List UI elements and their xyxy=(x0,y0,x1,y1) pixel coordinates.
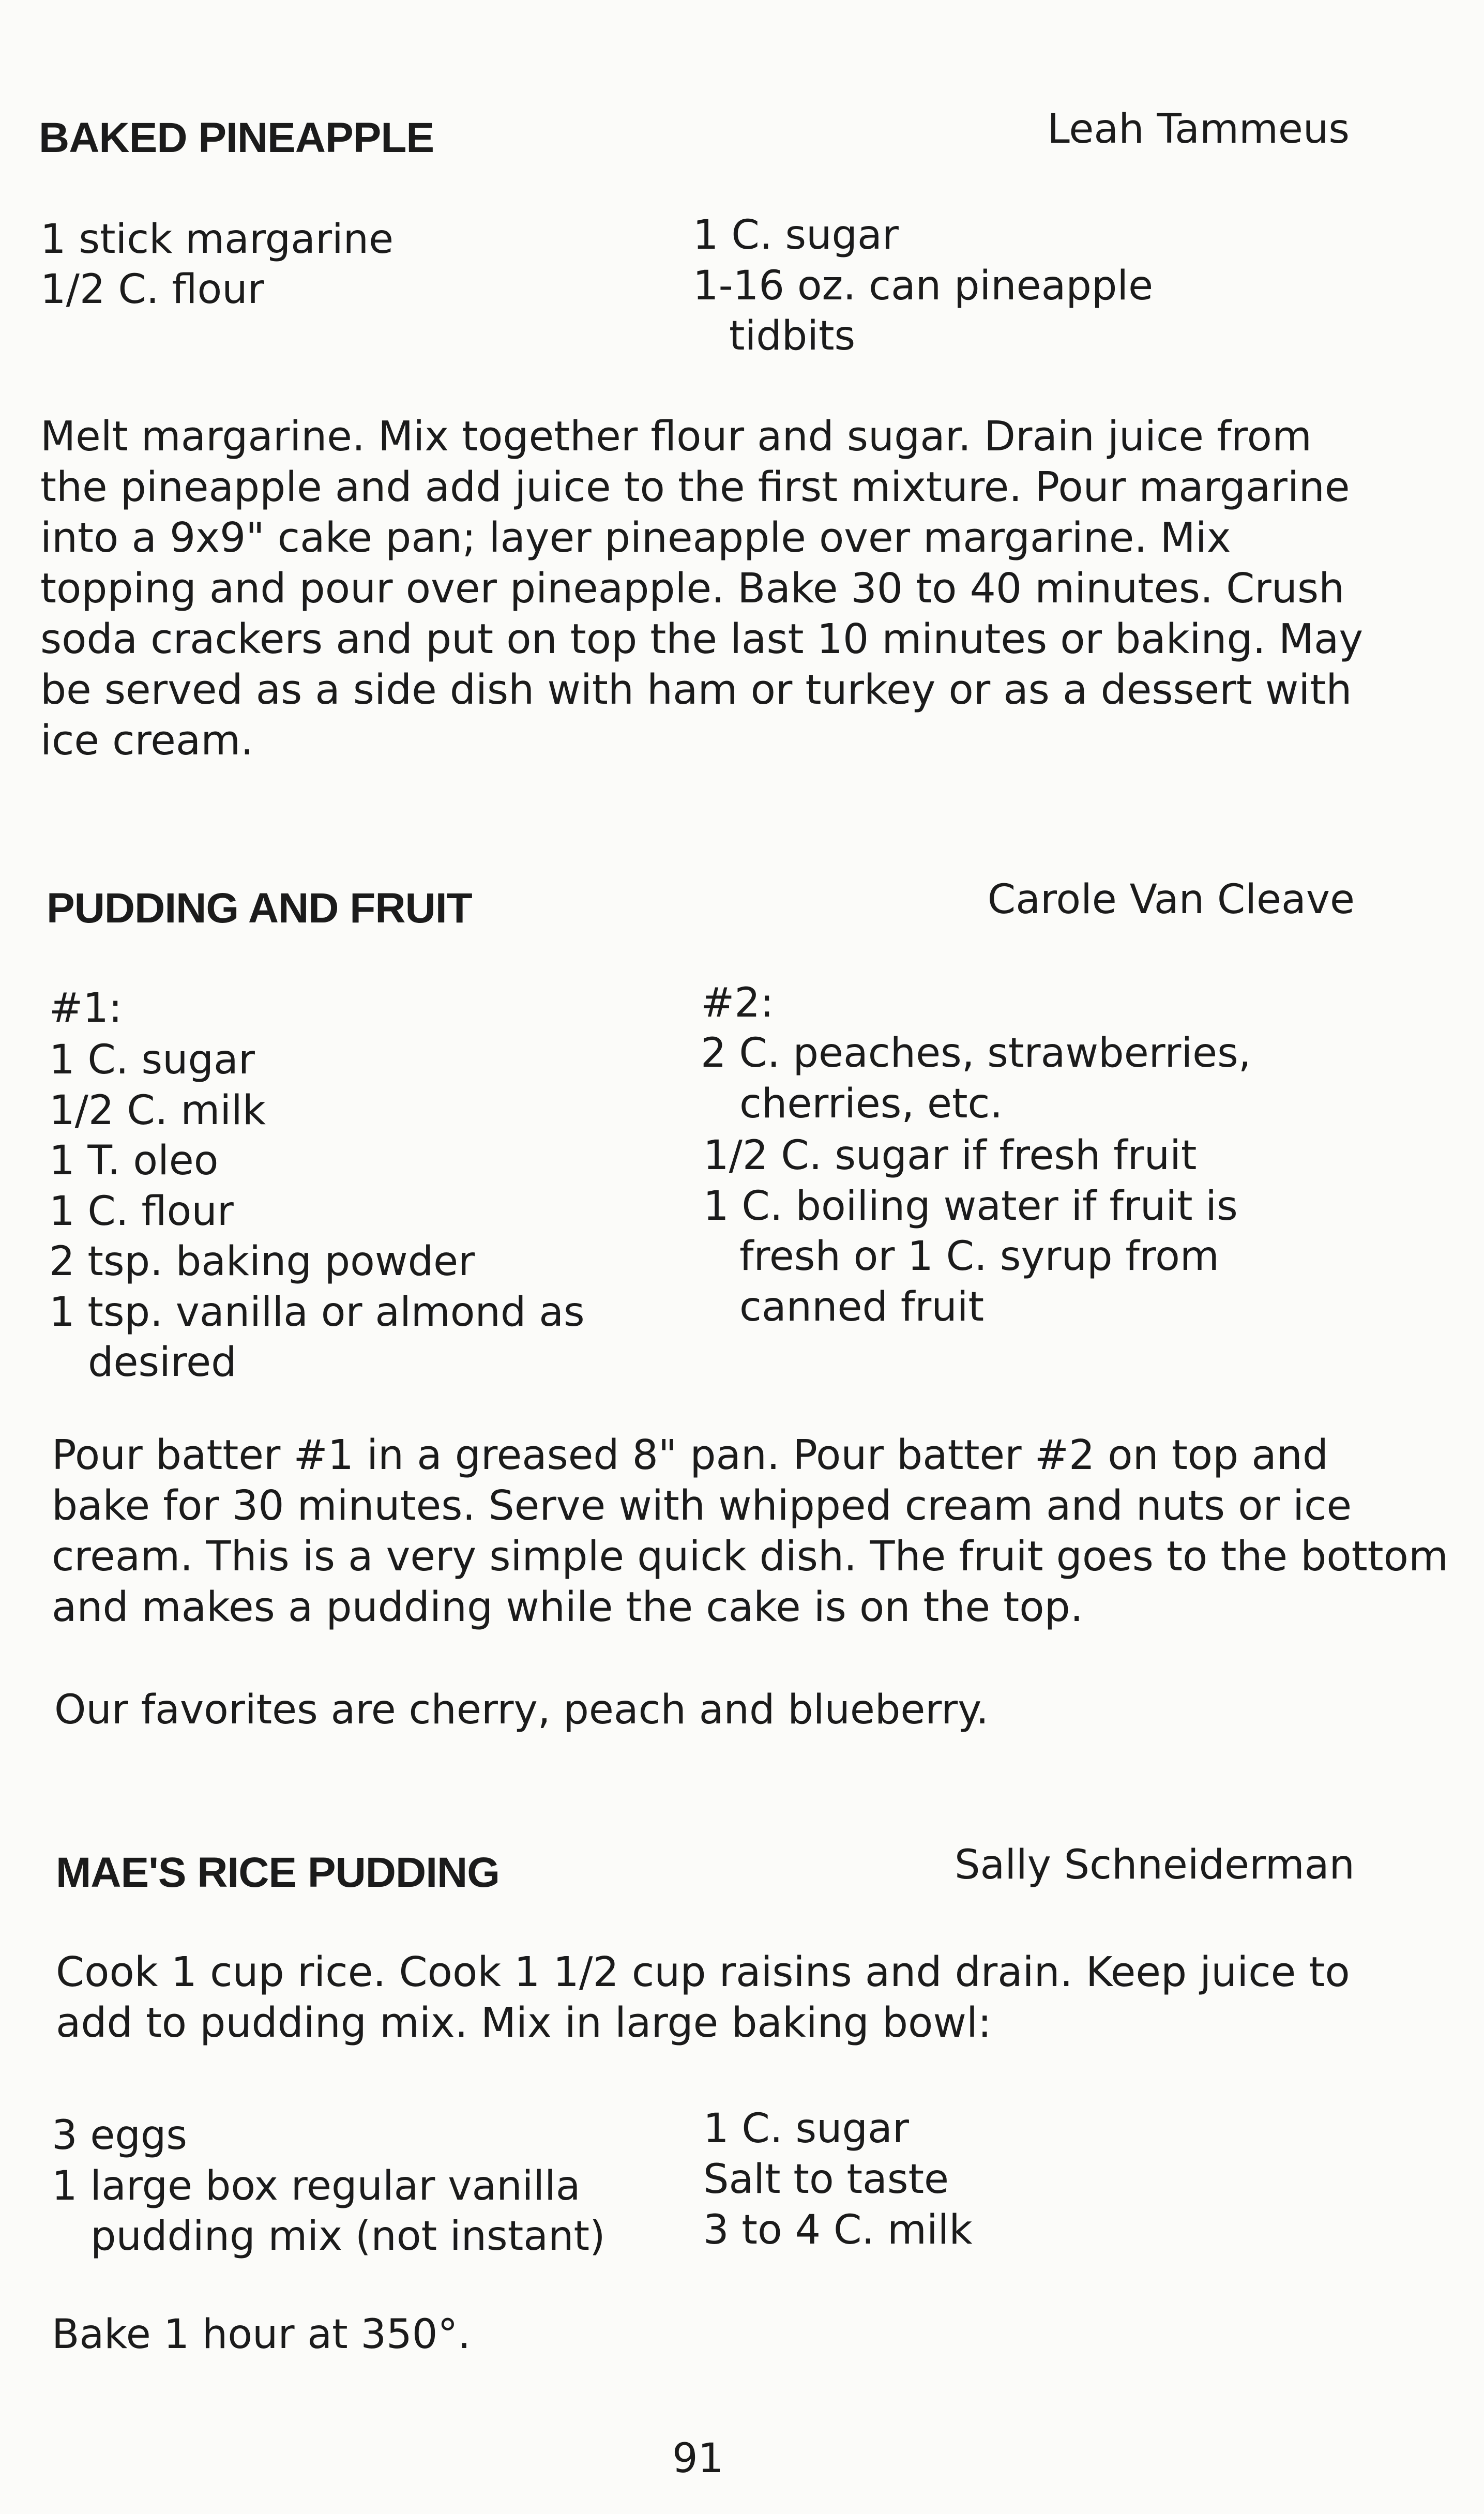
directions-line: the pineapple and add juice to the first mixture. Pour margarine xyxy=(40,463,1350,511)
recipe-author: Leah Tammeus xyxy=(1047,106,1350,153)
ingredient: 1 C. sugar xyxy=(693,212,899,259)
ingredient: Salt to taste xyxy=(703,2156,949,2203)
ingredient: desired xyxy=(88,1339,237,1386)
ingredient: 1/2 C. flour xyxy=(40,266,264,313)
recipe-note: Our favorites are cherry, peach and blueberry. xyxy=(54,1687,989,1733)
page-number: 91 xyxy=(672,2435,724,2482)
ingredient: 1 stick margarine xyxy=(40,216,394,263)
ingredient: 1 C. sugar xyxy=(49,1037,255,1083)
intro-line: add to pudding mix. Mix in large baking bowl: xyxy=(56,1999,992,2047)
directions-line: soda crackers and put on top the last 10 minutes or baking. May xyxy=(40,615,1364,663)
recipe-directions xyxy=(52,1430,1448,1632)
ingredient: pudding mix (not instant) xyxy=(90,2213,605,2260)
recipe-title: PUDDING AND FRUIT xyxy=(47,885,472,932)
ingredient: fresh or 1 C. syrup from xyxy=(739,1233,1219,1280)
intro-line: Cook 1 cup rice. Cook 1 1/2 cup raisins and drain. Keep juice to xyxy=(56,1948,1350,1996)
directions-line: topping and pour over pineapple. Bake 30 to 40 minutes. Crush xyxy=(40,565,1345,612)
recipe-author: Carole Van Cleave xyxy=(987,876,1355,923)
directions-line: Pour batter #1 in a greased 8" pan. Pour batter #2 on top and xyxy=(52,1431,1329,1479)
ingredient: 1 large box regular vanilla xyxy=(52,2163,581,2209)
directions-line: ice cream. xyxy=(40,717,254,764)
ingredient: 1 tsp. vanilla or almond as xyxy=(49,1289,585,1336)
ingredient: canned fruit xyxy=(739,1284,985,1330)
directions-line: bake for 30 minutes. Serve with whipped cream and nuts or ice xyxy=(52,1482,1352,1529)
batter-heading: #1: xyxy=(49,985,123,1032)
batter-heading: #2: xyxy=(701,980,774,1026)
ingredient: 1-16 oz. can pineapple xyxy=(693,263,1154,309)
recipe-title: MAE'S RICE PUDDING xyxy=(56,1849,500,1896)
ingredient: 1 C. sugar xyxy=(703,2106,909,2152)
recipe-directions xyxy=(40,411,1364,766)
directions-line: cream. This is a very simple quick dish. The fruit goes to the bottom xyxy=(52,1533,1448,1580)
recipe-title: BAKED PINEAPPLE xyxy=(39,114,434,161)
recipe-intro xyxy=(56,1947,1349,2048)
recipe-author: Sally Schneiderman xyxy=(955,1842,1355,1888)
ingredient: 1 T. oleo xyxy=(49,1138,219,1184)
ingredient: 1 C. boiling water if fruit is xyxy=(703,1183,1238,1230)
ingredient: 2 tsp. baking powder xyxy=(49,1238,475,1285)
directions-line: and makes a pudding while the cake is on the top. xyxy=(52,1583,1083,1631)
directions-line: be served as a side dish with ham or turkey or as a dessert with xyxy=(40,666,1352,714)
recipe-final-step: Bake 1 hour at 350°. xyxy=(52,2311,471,2358)
ingredient: 3 to 4 C. milk xyxy=(703,2207,973,2253)
ingredient: 1/2 C. milk xyxy=(49,1087,266,1134)
ingredient: 3 eggs xyxy=(52,2112,188,2159)
ingredient: 1/2 C. sugar if fresh fruit xyxy=(703,1132,1197,1179)
ingredient: cherries, etc. xyxy=(739,1081,1003,1127)
directions-line: Melt margarine. Mix together flour and sugar. Drain juice from xyxy=(40,413,1312,460)
ingredient: 1 C. flour xyxy=(49,1188,234,1235)
ingredient: 2 C. peaches, strawberries, xyxy=(701,1030,1251,1077)
ingredient: tidbits xyxy=(729,313,856,359)
directions-line: into a 9x9" cake pan; layer pineapple over margarine. Mix xyxy=(40,514,1231,562)
